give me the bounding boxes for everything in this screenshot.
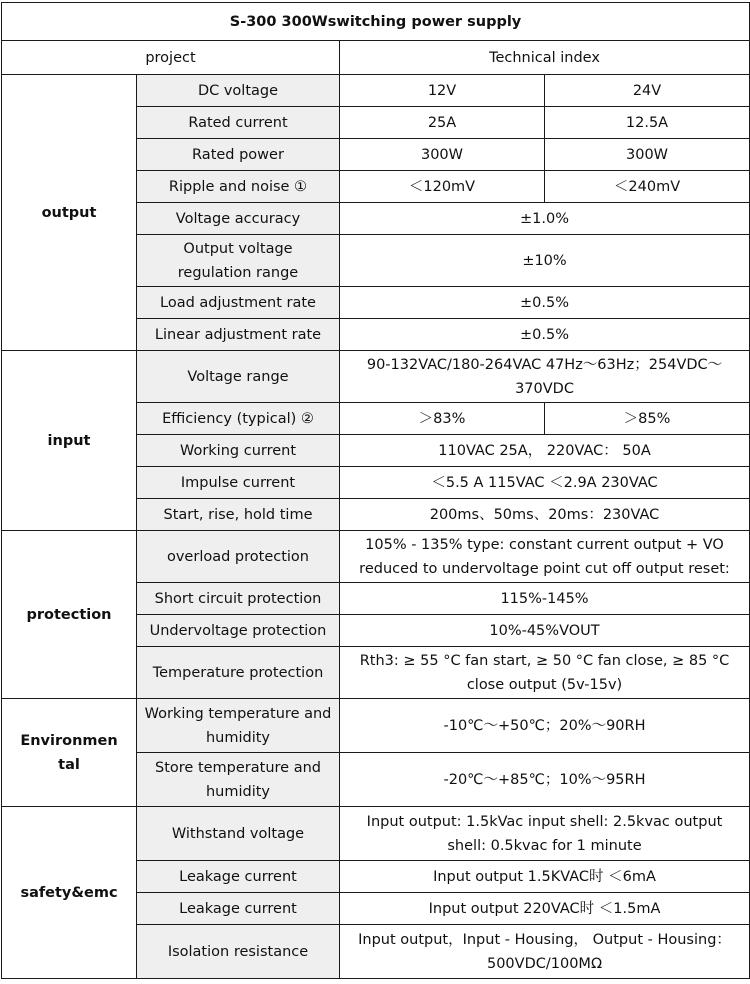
regulation-range-value: ±10% — [340, 235, 750, 287]
store-temp-label-line1: Store temperature and — [155, 759, 321, 776]
withstand-value — [340, 807, 750, 861]
group-environmental-line1: Environmen — [20, 732, 118, 749]
overload-line2: reduced to undervoltage point cut off output reset: — [359, 560, 730, 577]
load-adjustment-value: ±0.5% — [340, 287, 750, 319]
param-dc-voltage: DC voltage — [137, 75, 340, 107]
withstand-line2: shell: 0.5kvac for 1 minute — [447, 837, 642, 854]
param-voltage-range: Voltage range — [137, 351, 340, 403]
group-environmental-line2: tal — [58, 756, 80, 773]
rated-power-24v: 300W — [545, 139, 750, 171]
rated-current-24v: 12.5A — [545, 107, 750, 139]
store-temp-label-line2: humidity — [205, 783, 271, 800]
header-technical-index: Technical index — [340, 41, 750, 75]
regulation-range-label-line1: Output voltage — [183, 240, 293, 257]
param-load-adjustment: Load adjustment rate — [137, 287, 340, 319]
temperature-line1: Rth3: ≥ 55 °C fan start, ≥ 50 °C fan close, ≥ 85 °C — [359, 652, 730, 669]
overload-line1: 105% - 135% type: constant current output + VO — [365, 536, 724, 553]
rated-power-12v: 300W — [340, 139, 545, 171]
leakage-1-value: Input output 1.5KVAC时 ＜6mA — [340, 861, 750, 893]
working-temp-value: -10℃～+50℃；20%～90RH — [340, 699, 750, 753]
isolation-value — [340, 925, 750, 979]
dc-voltage-12v: 12V — [340, 75, 545, 107]
param-start-rise-hold: Start, rise, hold time — [137, 499, 340, 531]
param-ripple-noise: Ripple and noise ① — [137, 171, 340, 203]
working-temp-label-line2: humidity — [205, 729, 271, 746]
param-temperature: Temperature protection — [137, 647, 340, 699]
param-overload: overload protection — [137, 531, 340, 583]
param-working-current: Working current — [137, 435, 340, 467]
param-undervoltage: Undervoltage protection — [137, 615, 340, 647]
group-output: output — [2, 75, 137, 351]
group-protection: protection — [2, 531, 137, 699]
group-safety-emc: safety&emc — [2, 807, 137, 979]
group-input: input — [2, 351, 137, 531]
dc-voltage-24v: 24V — [545, 75, 750, 107]
param-rated-power: Rated power — [137, 139, 340, 171]
short-circuit-value: 115%-145% — [340, 583, 750, 615]
ripple-noise-12v: ＜120mV — [340, 171, 545, 203]
rated-current-12v: 25A — [340, 107, 545, 139]
header-project: project — [2, 41, 340, 75]
param-efficiency: Efficiency (typical) ② — [137, 403, 340, 435]
working-temp-label-line1: Working temperature and — [144, 705, 332, 722]
efficiency-24v: ＞85% — [545, 403, 750, 435]
linear-adjustment-value: ±0.5% — [340, 319, 750, 351]
efficiency-12v: ＞83% — [340, 403, 545, 435]
ripple-noise-24v: ＜240mV — [545, 171, 750, 203]
voltage-range-line2: 370VDC — [515, 380, 574, 397]
param-rated-current: Rated current — [137, 107, 340, 139]
param-impulse-current: Impulse current — [137, 467, 340, 499]
regulation-range-label-line2: regulation range — [177, 264, 299, 281]
param-leakage-2: Leakage current — [137, 893, 340, 925]
param-store-temp — [137, 753, 340, 807]
start-rise-hold-value: 200ms、50ms、20ms：230VAC — [340, 499, 750, 531]
isolation-line2: 500VDC/100MΩ — [486, 955, 603, 972]
param-short-circuit: Short circuit protection — [137, 583, 340, 615]
spec-table — [1, 2, 750, 979]
leakage-2-value: Input output 220VAC时 ＜1.5mA — [340, 893, 750, 925]
table-title: S-300 300Wswitching power supply — [2, 3, 750, 41]
temperature-line2: close output (5v-15v) — [466, 676, 623, 693]
param-regulation-range — [137, 235, 340, 287]
param-isolation: Isolation resistance — [137, 925, 340, 979]
impulse-current-value: ＜5.5 A 115VAC ＜2.9A 230VAC — [340, 467, 750, 499]
store-temp-value: -20℃～+85℃；10%～95RH — [340, 753, 750, 807]
working-current-value: 110VAC 25A， 220VAC： 50A — [340, 435, 750, 467]
param-leakage-1: Leakage current — [137, 861, 340, 893]
param-linear-adjustment: Linear adjustment rate — [137, 319, 340, 351]
param-working-temp — [137, 699, 340, 753]
voltage-accuracy-value: ±1.0% — [340, 203, 750, 235]
voltage-range-line1: 90-132VAC/180-264VAC 47Hz～63Hz；254VDC～ — [366, 356, 723, 373]
voltage-range-value — [340, 351, 750, 403]
withstand-line1: Input output: 1.5kVac input shell: 2.5kvac output — [366, 813, 723, 830]
param-withstand: Withstand voltage — [137, 807, 340, 861]
group-environmental — [2, 699, 137, 807]
undervoltage-value: 10%-45%VOUT — [340, 615, 750, 647]
temperature-value — [340, 647, 750, 699]
isolation-line1: Input output，Input - Housing， Output - Housing： — [358, 931, 731, 948]
param-voltage-accuracy: Voltage accuracy — [137, 203, 340, 235]
overload-value — [340, 531, 750, 583]
